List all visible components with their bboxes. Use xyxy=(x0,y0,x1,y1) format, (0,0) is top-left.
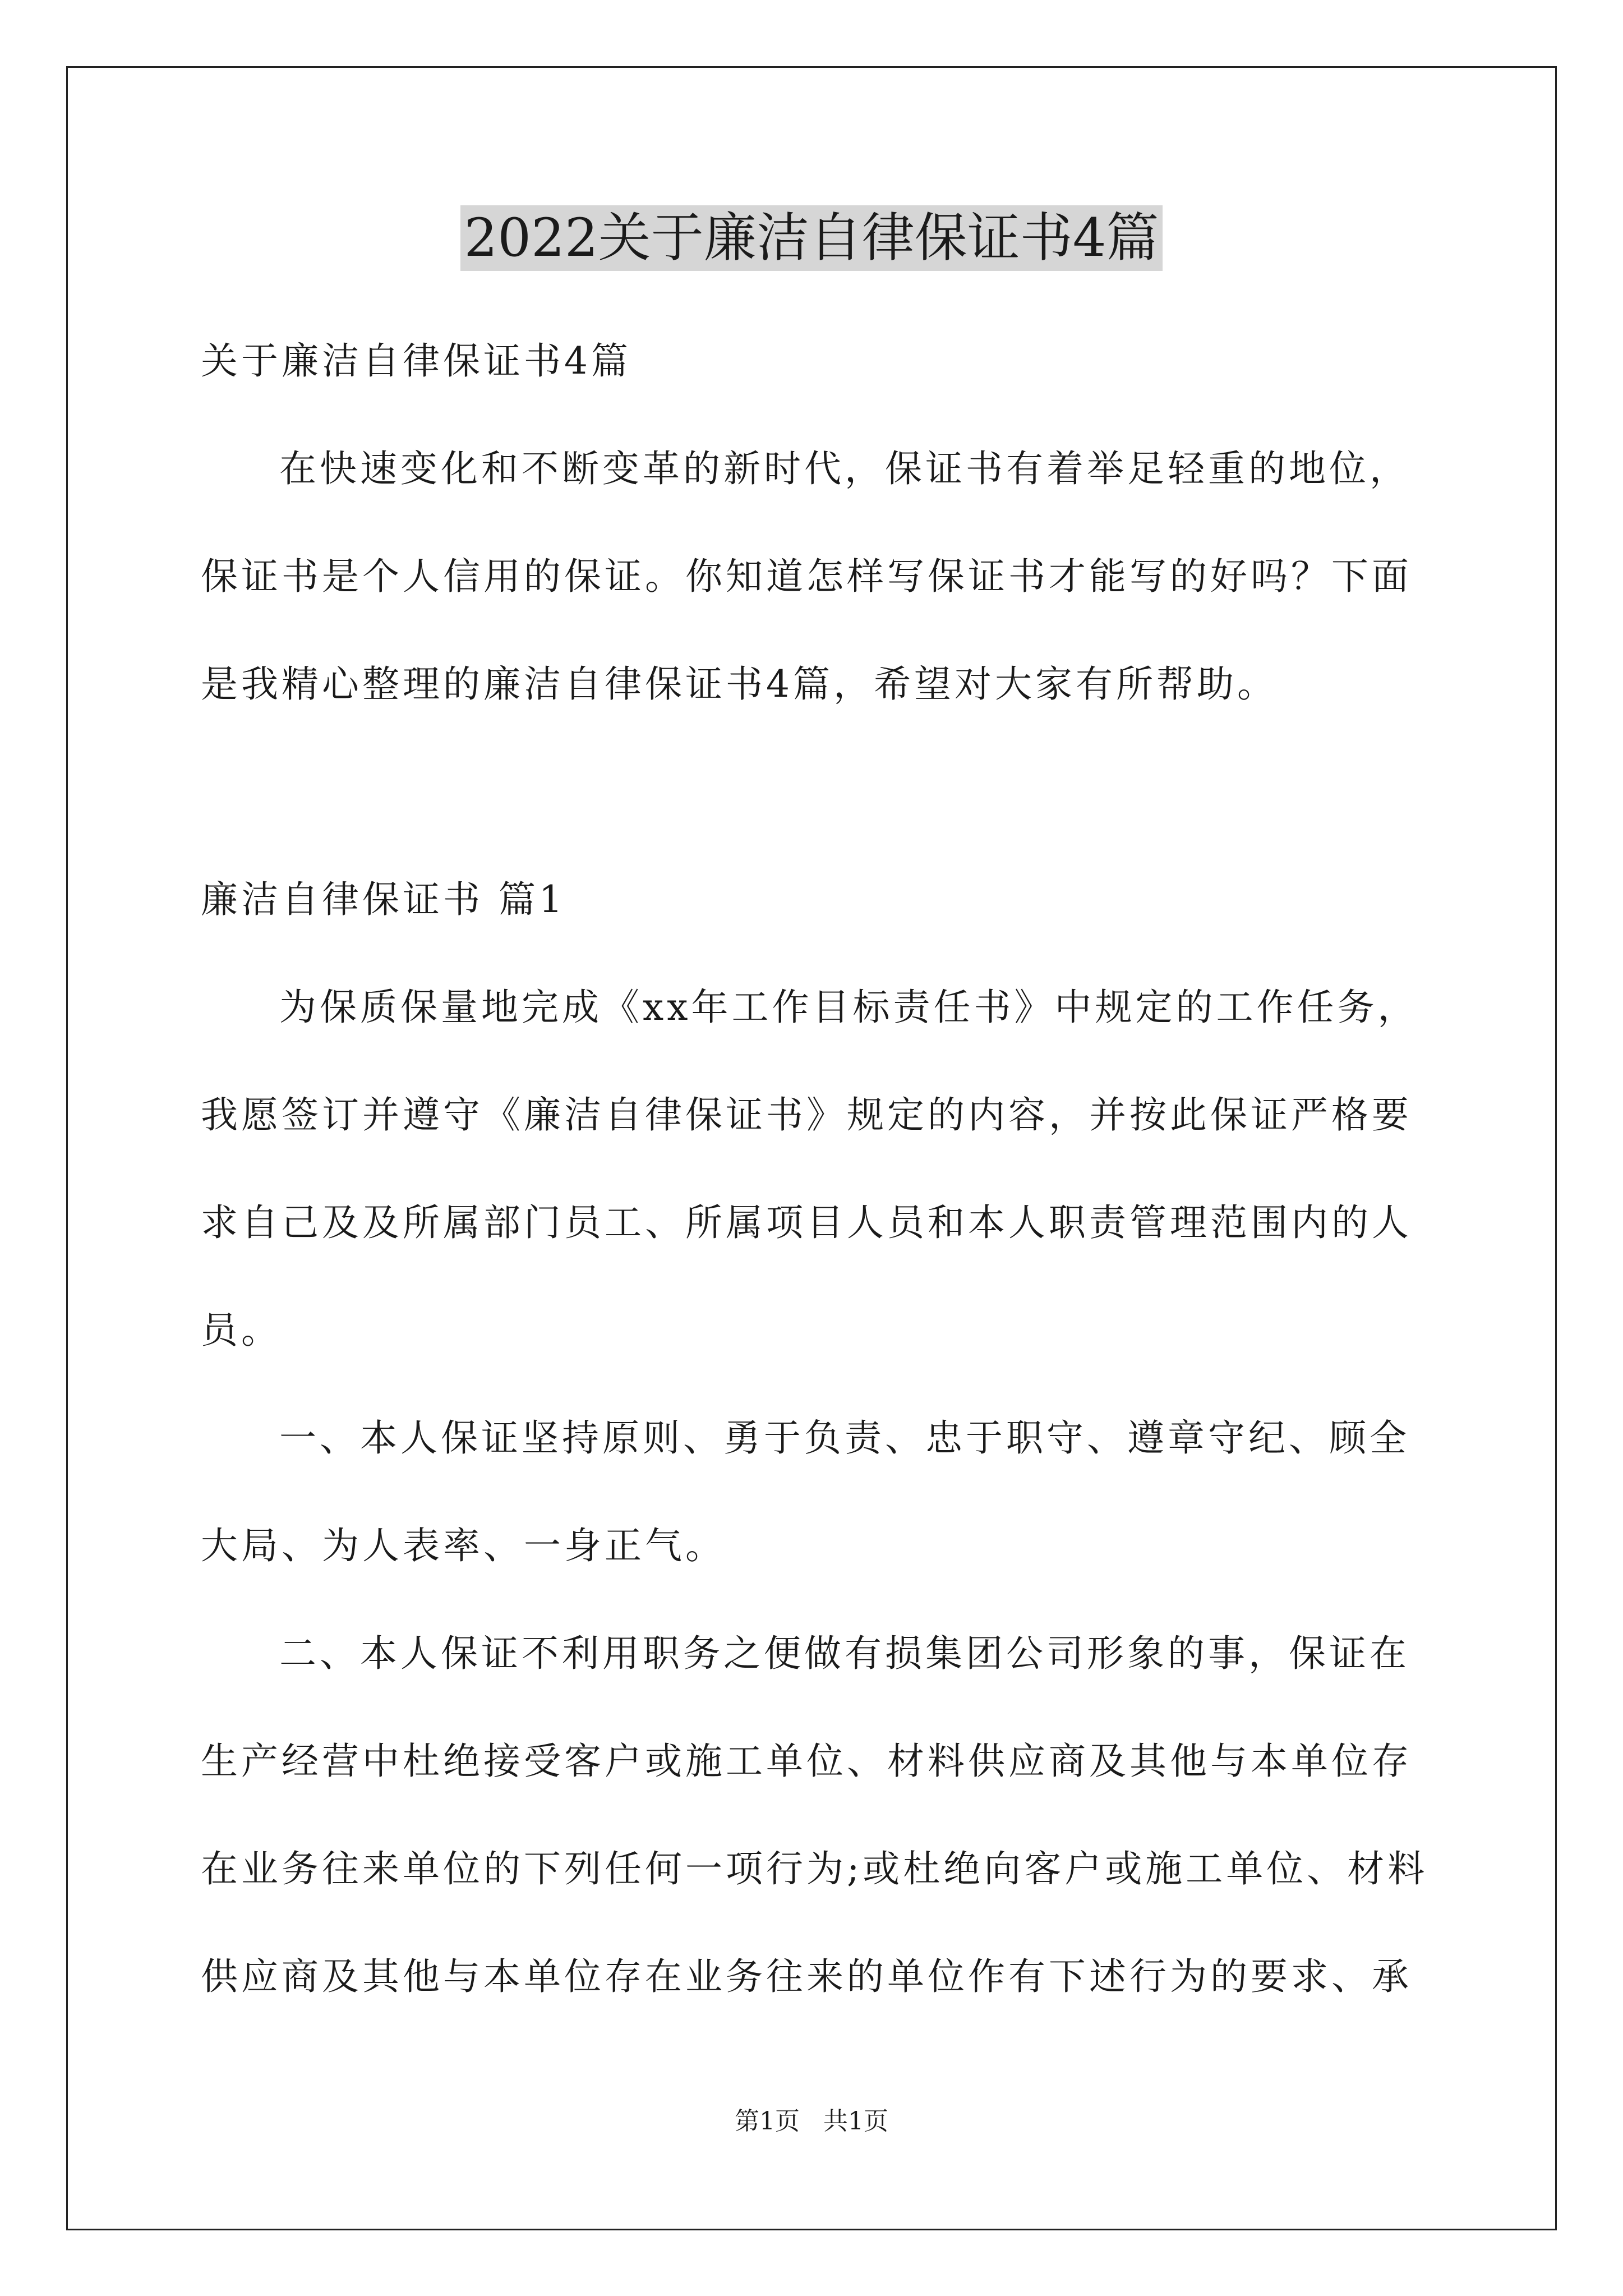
body-line: 我愿签订并遵守《廉洁自律保证书》规定的内容，并按此保证严格要 xyxy=(201,1093,1412,1137)
body-line: 供应商及其他与本单位存在业务往来的单位作有下述行为的要求、承 xyxy=(201,1955,1412,1998)
document-subtitle: 关于廉洁自律保证书4篇 xyxy=(201,339,631,383)
body-line: 二、本人保证不利用职务之便做有损集团公司形象的事，保证在 xyxy=(279,1632,1410,1675)
body-line: 为保质保量地完成《xx年工作目标责任书》中规定的工作任务， xyxy=(279,986,1418,1029)
intro-line: 保证书是个人信用的保证。你知道怎样写保证书才能写的好吗？下面 xyxy=(201,555,1412,598)
document-title-text: 2022关于廉洁自律保证书4篇 xyxy=(460,205,1162,271)
body-line: 生产经营中杜绝接受客户或施工单位、材料供应商及其他与本单位存 xyxy=(201,1740,1412,1783)
document-title xyxy=(0,199,1623,278)
body-line: 求自己及及所属部门员工、所属项目人员和本人职责管理范围内的人 xyxy=(201,1201,1412,1244)
body-line: 在业务往来单位的下列任何一项行为;或杜绝向客户或施工单位、材料 xyxy=(201,1847,1428,1890)
section-heading: 廉洁自律保证书 篇1 xyxy=(201,878,566,921)
intro-line: 在快速变化和不断变革的新时代，保证书有着举足轻重的地位， xyxy=(279,447,1410,490)
body-line: 员。 xyxy=(201,1309,282,1352)
document-body xyxy=(201,307,1428,2031)
body-line: 一、本人保证坚持原则、勇于负责、忠于职守、遵章守纪、顾全 xyxy=(279,1416,1410,1460)
page-footer: 第1页 共1页 xyxy=(735,2107,888,2136)
body-line: 大局、为人表率、一身正气。 xyxy=(201,1524,726,1567)
intro-line: 是我精心整理的廉洁自律保证书4篇，希望对大家有所帮助。 xyxy=(201,662,1278,706)
